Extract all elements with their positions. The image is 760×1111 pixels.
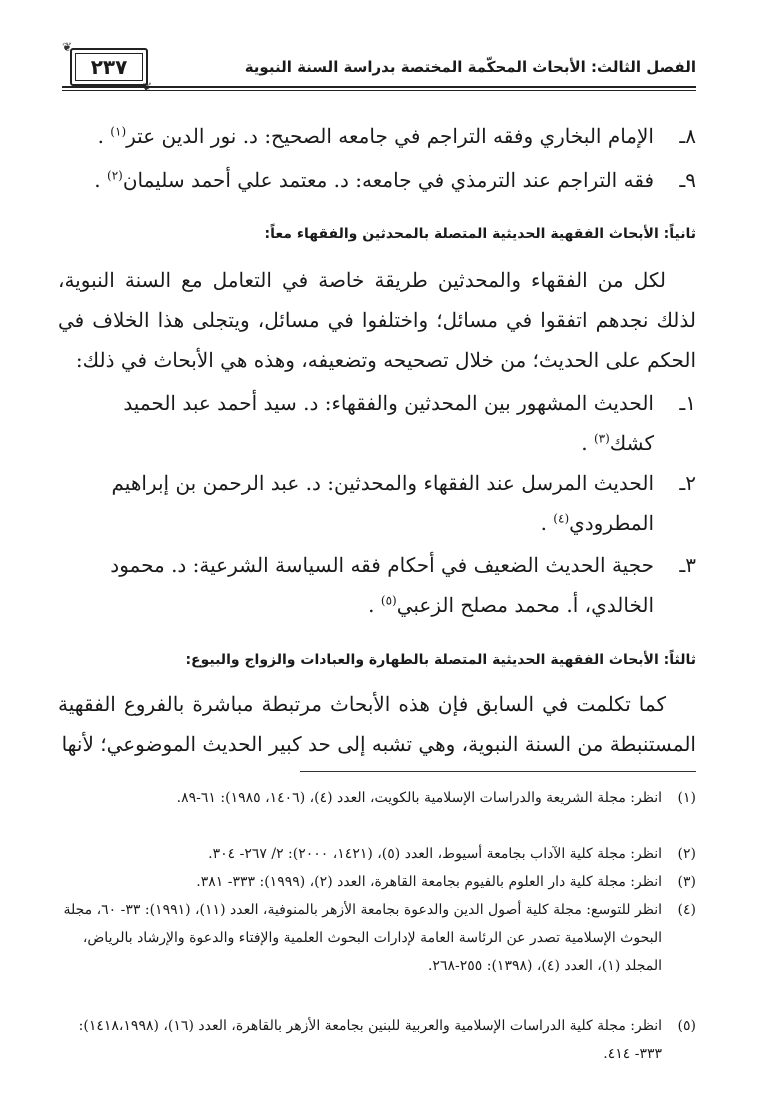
footnote-text: انظر: مجلة كلية الآداب بجامعة أسيوط، العدد (٥)، (١٤٢١، ٢٠٠٠): ٢/ ٢٦٧- ٣٠٤. [208,846,662,862]
footnote-rule [300,771,696,772]
paragraph [58,260,696,380]
list-number: ٣ـ [679,553,696,577]
page-header [62,40,696,94]
footnote-text: انظر: مجلة الشريعة والدراسات الإسلامية بالكويت، العدد (٤)، (١٤٠٦، ١٩٨٥): ٦١-٨٩. [176,790,662,806]
page-number-box [70,48,148,86]
header-rule [62,90,696,91]
header-rule [62,86,696,88]
list-text: حجية الحديث الضعيف في أحكام فقه السياسة الشرعية: د. محمود الخالدي، أ. محمد مصلح الزعبي [110,553,654,617]
section-heading: ثانياً: الأبحاث الفقهية الحديثية المتصلة بالمحدثين والفقهاء معاً: [264,226,696,242]
footnote-text: انظر: مجلة كلية دار العلوم بالفيوم بجامعة القاهرة، العدد (٢)، (١٩٩٩): ٣٣٣- ٣٨١. [196,874,662,890]
footnote-number: (٣) [677,874,696,890]
footnote-text: انظر للتوسع: مجلة كلية أصول الدين والدعوة بجامعة الأزهر بالمنوفية، العدد (١١)، (١٩٩١): ٣٣- ٦٠، مجلة البحوث الإسلامية تصدر عن الرئاسة العامة لإدارات البحوث العلمية والإفتاء والدعوة والإرشاد بالرياض، المجلد (١)، العدد (٤)، (١٣٩٨): ٢٥٥-٢٦٨. [63,902,662,974]
list-item [60,383,696,463]
footnote-number: (٤) [677,902,696,918]
list-text: فقه التراجم عند الترمذي في جامعه: د. معتمد علي أحمد سليمان [122,168,654,192]
footnote-number: (١) [677,790,696,806]
ornament-icon: ❦ [142,80,153,94]
paragraph [58,684,696,764]
footnote [60,1012,696,1068]
chapter-title: الفصل الثالث: الأبحاث المحكّمة المختصة بدراسة السنة النبوية [244,58,696,76]
footnote-ref[interactable]: (٣) [593,431,610,446]
footnote [60,784,696,812]
footnote-ref[interactable]: (١) [110,124,127,139]
punct: . [368,593,375,617]
list-number: ٢ـ [679,471,696,495]
paragraph-text: كما تكلمت في السابق فإن هذه الأبحاث مرتبطة مباشرة بالفروع الفقهية المستنبطة من السنة النبوية، وهي تشبه إلى حد كبير الحديث الموضوعي؛ لأنها [58,692,696,756]
punct: . [94,168,101,192]
list-item [60,160,696,200]
footnote-ref[interactable]: (٤) [553,511,570,526]
footnote [60,840,696,868]
page-number: ٢٣٧ [75,53,143,81]
footnote [60,896,696,980]
punct: . [581,431,588,455]
footnote-ref[interactable]: (٢) [107,168,123,183]
punct: . [97,124,104,148]
list-text: الحديث المشهور بين المحدثين والفقهاء: د. سيد أحمد عبد الحميد كشك [123,391,654,455]
list-number: ٨ـ [679,124,696,148]
paragraph-text: لكل من الفقهاء والمحدثين طريقة خاصة في التعامل مع السنة النبوية، لذلك نجدهم اتفقوا في مسائل؛ واختلفوا في مسائل، ويتجلى هذا الخلاف في الحكم على الحديث؛ من خلال تصحيحه وتضعيفه، وهذه هي الأبحاث في ذلك: [58,268,696,372]
section-heading: ثالثاً: الأبحاث الفقهية الحديثية المتصلة بالطهارة والعبادات والزواج والبيوع: [185,652,696,668]
footnote-text: انظر: مجلة كلية الدراسات الإسلامية والعربية للبنين بجامعة الأزهر بالقاهرة، العدد (١٦)، (١٤١٨،١٩٩٨): ٣٣٣- ٤١٤. [78,1018,662,1062]
footnote-number: (٢) [677,846,696,862]
list-text: الحديث المرسل عند الفقهاء والمحدثين: د. عبد الرحمن بن إبراهيم المطرودي [111,471,654,535]
list-item [60,116,696,156]
ornament-icon: ❦ [62,40,73,54]
footnote-number: (٥) [677,1018,696,1034]
list-text: الإمام البخاري وفقه التراجم في جامعه الصحيح: د. نور الدين عتر [126,124,654,148]
list-item [60,545,696,625]
list-number: ٩ـ [679,168,696,192]
list-number: ١ـ [679,391,696,415]
list-item [60,463,696,543]
footnote [60,868,696,896]
punct: . [540,511,547,535]
footnote-ref[interactable]: (٥) [380,593,397,608]
